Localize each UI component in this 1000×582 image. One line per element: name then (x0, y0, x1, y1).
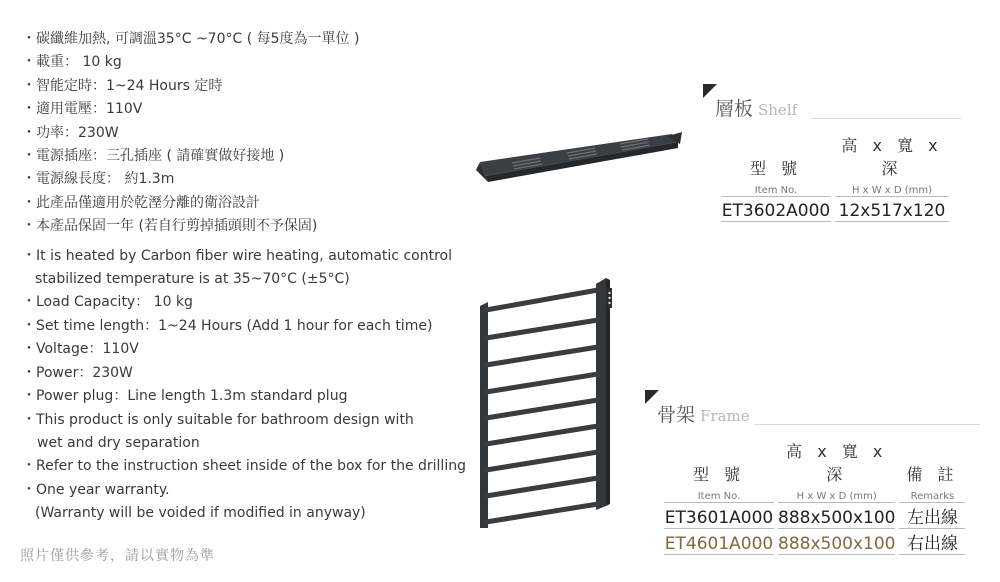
shelf-image (472, 130, 684, 194)
spec-zh-3: ・智能定時：1~24 Hours 定時 (22, 77, 223, 94)
towel-rack-image (470, 270, 618, 532)
spec-zh-7: ・電源線長度： 約1.3m (22, 171, 175, 188)
spec-en-8: ・Refer to the instruction sheet inside of the box for the drilling (22, 458, 466, 475)
frame-title-en: Frame (700, 407, 750, 425)
spec-en-6: ・Power plug：Line length 1.3m standard plug (22, 388, 348, 405)
table-row (664, 529, 965, 555)
col-subheader-dim: H x W x D (mm) (778, 485, 895, 503)
spec-en-2: ・Load Capacity： 10 kg (22, 294, 193, 311)
photo-disclaimer: 照片僅供參考，請以實物為準 (20, 548, 215, 564)
spec-zh-9: ・本產品保固一年 (若自行剪掉插頭則不予保固) (22, 218, 318, 235)
dimension: 888x500x100 (778, 529, 895, 555)
col-header-remarks: 備 註 (906, 465, 959, 484)
col-header-dim: 高 x 寬 x 深 (841, 136, 943, 178)
col-header-item: 型 號 (749, 159, 803, 178)
spec-en-9: ・One year warranty. (22, 481, 170, 498)
shelf-title-en: Shelf (758, 101, 798, 119)
shelf-section (703, 84, 963, 120)
frame-title: 骨架 (657, 404, 696, 426)
spec-en-4: ・Voltage：110V (22, 341, 139, 358)
col-header-item: 型 號 (692, 465, 746, 484)
spec-en-5: ・Power：230W (22, 364, 133, 381)
spec-en-1: ・It is heated by Carbon fiber wire heating, automatic control (22, 247, 452, 264)
item-number: ET4601A000 (664, 529, 774, 555)
col-subheader-dim: H x W x D (mm) (835, 179, 949, 197)
spec-en-7: ・This product is only suitable for bathroom design with (22, 411, 414, 428)
spec-zh-1: ・碳纖維加熱, 可調溫35°C ~70°C ( 每5度為一單位 ) (22, 31, 360, 47)
spec-zh-6: ・電源插座：三孔插座 ( 請確實做好接地 ) (22, 148, 285, 165)
spec-zh-8: ・此產品僅適用於乾溼分離的衛浴設計 (22, 194, 260, 211)
frame-section (645, 390, 980, 426)
divider (811, 118, 961, 119)
col-subheader-item: Item No. (721, 179, 831, 197)
col-subheader-remarks: Remarks (899, 485, 965, 503)
spec-list (22, 28, 466, 526)
remark: 右出線 (899, 529, 965, 555)
spec-en-7b: wet and dry separation (37, 434, 200, 451)
spec-en-1b: stabilized temperature is at 35~70°C (±5°C) (35, 271, 350, 288)
remark: 左出線 (899, 503, 965, 529)
col-subheader-item: Item No. (664, 485, 774, 503)
divider (755, 424, 980, 425)
item-number: ET3601A000 (664, 503, 774, 529)
dimension: 12x517x120 (835, 197, 949, 222)
spec-zh-5: ・功率：230W (22, 124, 119, 141)
shelf-spec-table (717, 133, 953, 222)
col-header-dim: 高 x 寬 x 深 (786, 442, 888, 484)
frame-spec-table (660, 439, 969, 555)
table-row (664, 503, 965, 529)
item-number: ET3602A000 (721, 197, 831, 222)
spec-zh-2: ・載重： 10 kg (22, 54, 122, 71)
spec-en-3: ・Set time length：1~24 Hours (Add 1 hour for each time) (22, 317, 433, 334)
spec-en-9b: (Warranty will be voided if modified in anyway) (35, 505, 366, 522)
dimension: 888x500x100 (778, 503, 895, 529)
spec-zh-4: ・適用電壓：110V (22, 101, 143, 118)
shelf-title: 層板 (715, 98, 754, 120)
